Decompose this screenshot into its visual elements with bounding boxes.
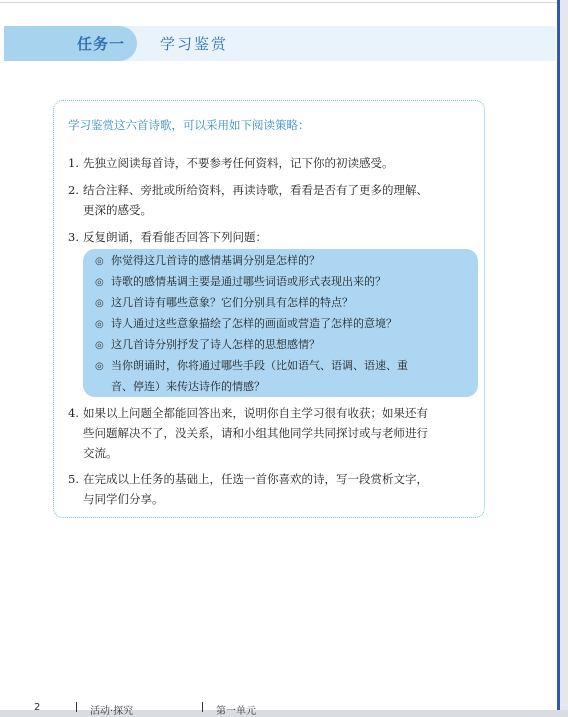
question-text: 你觉得这几首诗的感情基调分别是怎样的？: [111, 254, 320, 267]
footer-unit: 第一单元: [216, 706, 256, 717]
item-text-continued: 更深的感受。: [83, 203, 152, 217]
question-item-6: [95, 356, 408, 397]
item-text: 反复朗诵，看看能否回答下列问题：: [83, 230, 267, 244]
question-text: 这几首诗分别抒发了诗人怎样的思想感情？: [111, 338, 320, 351]
strategy-item-2: [68, 180, 428, 220]
strategy-item-3: [68, 227, 267, 247]
task-tab-title: 学习鉴赏: [160, 35, 229, 53]
item-number: 2.: [68, 183, 79, 197]
bullet-icon: ◎: [95, 298, 104, 309]
item-text-continued: 些问题解决不了，没关系，请和小组其他同学共同探讨或与老师进行: [83, 426, 428, 440]
bullet-icon: ◎: [95, 361, 104, 372]
item-number: 1.: [68, 156, 79, 170]
item-text: 结合注释、旁批或所给资料，再读诗歌，看看是否有了更多的理解、: [83, 183, 428, 197]
item-text: 在完成以上任务的基础上，任选一首你喜欢的诗，写一段赏析文字，: [83, 472, 428, 486]
item-number: 4.: [68, 406, 79, 420]
question-text: 这几首诗有哪些意象？它们分别具有怎样的特点？: [111, 296, 353, 309]
task-tab-label: 任务一: [77, 35, 126, 53]
footer-divider: [202, 702, 203, 712]
page-number: 2: [34, 702, 41, 713]
question-item-1: [95, 251, 320, 272]
question-text: 当你朗诵时，你将通过哪些手段（比如语气、语调、语速、重: [111, 359, 408, 372]
bullet-icon: ◎: [95, 277, 104, 288]
strategy-item-4: [68, 403, 428, 463]
top-rule: [0, 2, 557, 3]
bullet-icon: ◎: [95, 319, 104, 330]
item-text: 如果以上问题全都能回答出来，说明你自主学习很有收获；如果还有: [83, 406, 428, 420]
item-text-continued: 交流。: [83, 446, 118, 460]
footer-section: 活动·探究: [90, 706, 134, 717]
question-item-5: [95, 335, 320, 356]
question-text: 诗歌的感情基调主要是通过哪些词语或形式表现出来的？: [111, 275, 386, 288]
item-text: 先独立阅读每首诗，不要参考任何资料，记下你的初读感受。: [83, 156, 394, 170]
strategy-item-5: [68, 469, 428, 509]
viewer-scroll-gutter[interactable]: [560, 0, 568, 710]
footer-divider: [76, 702, 77, 712]
item-text-continued: 与同学们分享。: [83, 492, 164, 506]
bullet-icon: ◎: [95, 340, 104, 351]
question-text: 诗人通过这些意象描绘了怎样的画面或营造了怎样的意境？: [111, 317, 397, 330]
question-item-4: [95, 314, 397, 335]
question-item-2: [95, 272, 386, 293]
page-footer: [34, 702, 554, 717]
strategy-item-1: [68, 153, 394, 173]
question-item-3: [95, 293, 353, 314]
item-number: 5.: [68, 472, 79, 486]
strategy-intro: 学习鉴赏这六首诗歌，可以采用如下阅读策略：: [68, 118, 310, 132]
question-text-continued: 音、停连）来传达诗作的情感？: [111, 380, 265, 393]
bullet-icon: ◎: [95, 256, 104, 267]
item-number: 3.: [68, 230, 79, 244]
